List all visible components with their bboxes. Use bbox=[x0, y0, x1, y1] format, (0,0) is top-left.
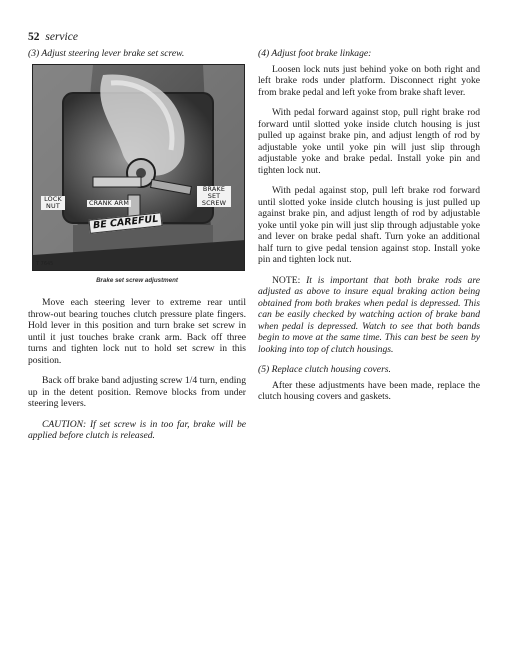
note-paragraph bbox=[258, 275, 480, 356]
paragraph: Move each steering lever to extreme rear until throw-out bearing touches clutch pressure plate fingers. Hold lever in this position and turn brake set screw in until it just touches brake crank arm. Back off three turns and tighten lock nut to hold set screw in this position. bbox=[28, 297, 246, 366]
brake-set-screw-label: BRAKE SET SCREW bbox=[197, 186, 231, 207]
figure-caption: Brake set screw adjustment bbox=[96, 276, 178, 284]
right-column bbox=[258, 48, 480, 412]
note-lead: NOTE: bbox=[272, 274, 301, 286]
be-careful-sign: BE CAREFUL bbox=[88, 212, 162, 233]
section-title: service bbox=[45, 31, 78, 43]
photo-illustration bbox=[33, 65, 245, 271]
lock-nut-label: LOCK NUT bbox=[41, 196, 65, 210]
page-header bbox=[28, 31, 78, 43]
page-number: 52 bbox=[28, 31, 40, 43]
brake-set-screw-photo bbox=[32, 64, 245, 271]
paragraph: With pedal against stop, pull left brake rod forward until slotted yoke inside clutch housing is just pulled up against brake pin, and adjust length of rod by adjustable yoke until yoke pin will just slip through adjustable yoke and lever on brake pedal shaft. Turn yoke an additional half turn to give pedal tension against stop. Install yoke pin and tighten lock nut. bbox=[258, 185, 480, 265]
paragraph: Loosen lock nuts just behind yoke on both right and left brake rods under platform. Disconnect right yoke from brake pedal and left yoke from brake shaft lever. bbox=[258, 63, 480, 98]
step-5-heading: (5) Replace clutch housing covers. bbox=[258, 364, 391, 375]
step-3-heading: (3) Adjust steering lever brake set screw. bbox=[28, 48, 185, 59]
step-4-heading: (4) Adjust foot brake linkage: bbox=[258, 48, 372, 59]
paragraph: Back off brake band adjusting screw 1/4 turn, ending up in the detent position. Remove blocks from under steering levers. bbox=[28, 375, 246, 409]
paragraph: With pedal forward against stop, pull right brake rod forward until slotted yoke inside clutch housing is just pulled up against brake pin, and adjust length of rod by adjustable yoke until yoke pin will just slip through adjustable yoke and brake pedal. Install yoke pin and tighten lock nut. bbox=[258, 107, 480, 176]
photo-id: T 7645 bbox=[36, 260, 54, 267]
paragraph: After these adjustments have been made, replace the clutch housing covers and gaskets. bbox=[258, 379, 480, 402]
caution-note: CAUTION: If set screw is in too far, brake will be applied before clutch is released. bbox=[28, 418, 246, 441]
note-body: It is important that both brake rods are adjusted as above to insure equal braking action being obtained from both brakes when pedal is depressed. This can be easily checked by watching action of brake band when pedal is depressed. Watch to see that both bands begin to move at the same time. This can best be seen by looking into top of clutch housings. bbox=[258, 274, 480, 355]
crank-arm-label: CRANK ARM bbox=[89, 198, 130, 207]
left-column bbox=[28, 48, 246, 451]
